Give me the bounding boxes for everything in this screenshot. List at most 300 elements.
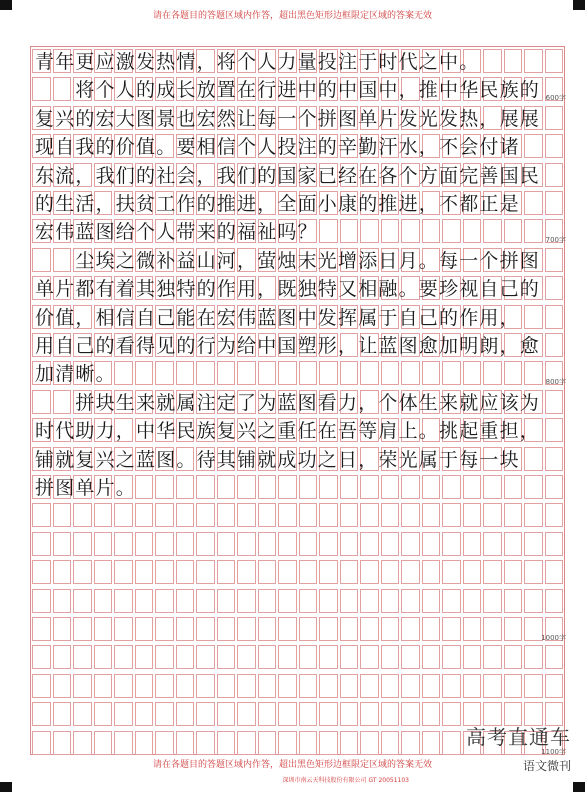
grid-cell <box>545 134 564 158</box>
grid-cell <box>545 589 564 613</box>
essay-line: 单片都有着其独特的作用，既独特又相融。要珍视自己的 <box>35 278 541 301</box>
grid-cell <box>278 645 297 669</box>
grid-cell <box>53 532 72 556</box>
grid-cell <box>94 674 113 698</box>
grid-cell <box>381 560 400 584</box>
grid-cell <box>217 503 236 527</box>
grid-cell <box>258 674 277 698</box>
grid-cell <box>463 617 482 641</box>
grid-cell <box>53 702 72 726</box>
grid-cell <box>504 49 523 73</box>
essay-line: 将个人的成长放置在行进中的中国中，推中华民族的 <box>35 79 541 102</box>
grid-cell <box>299 702 318 726</box>
grid-cell <box>504 645 523 669</box>
grid-cell <box>135 617 154 641</box>
footer-notice: 请在各题目的答题区域内作答，超出黑色矩形边框限定区域的答案无效 <box>152 760 432 770</box>
grid-cell <box>524 589 543 613</box>
grid-cell <box>360 361 379 385</box>
grid-cell <box>319 219 338 243</box>
grid-cell <box>524 560 543 584</box>
grid-cell <box>237 731 256 755</box>
grid-cell <box>381 731 400 755</box>
grid-cell <box>545 475 564 499</box>
grid-cell <box>442 702 461 726</box>
grid-cell <box>155 532 174 556</box>
essay-line: 的生活，扶贫工作的推进，全面小康的推进，不都正是 <box>35 193 520 215</box>
grid-cell <box>401 617 420 641</box>
grid-cell <box>524 645 543 669</box>
essay-line: 拼块生来就属注定了为蓝图看力，个体生来就应该为 <box>35 391 541 414</box>
grid-cell <box>217 617 236 641</box>
grid-cell <box>299 645 318 669</box>
grid-cell <box>319 560 338 584</box>
grid-cell <box>94 589 113 613</box>
grid-row <box>31 672 564 700</box>
grid-cell <box>401 674 420 698</box>
grid-cell <box>381 702 400 726</box>
essay-line: 时代助力，中华民族复兴之重任在吾等肩上。挑起重担， <box>35 420 541 443</box>
grid-cell <box>504 532 523 556</box>
grid-row <box>31 643 564 671</box>
grid-cell <box>258 731 277 755</box>
grid-cell <box>176 361 195 385</box>
grid-cell <box>278 617 297 641</box>
grid-cell <box>114 731 133 755</box>
grid-cell <box>360 702 379 726</box>
grid-cell <box>217 475 236 499</box>
grid-cell <box>545 248 564 272</box>
grid-cell <box>401 361 420 385</box>
grid-row <box>31 530 564 558</box>
registration-mark-bottom-left <box>0 782 12 792</box>
grid-cell <box>135 731 154 755</box>
grid-row <box>31 558 564 586</box>
grid-row <box>31 359 564 387</box>
grid-cell <box>463 560 482 584</box>
grid-cell <box>135 589 154 613</box>
essay-line: 尘埃之微补益山河，萤烛末光增添日月。每一个拼图 <box>35 249 541 272</box>
grid-row <box>31 445 564 473</box>
grid-cell <box>504 503 523 527</box>
grid-cell <box>135 532 154 556</box>
grid-cell <box>32 645 51 669</box>
grid-cell <box>94 532 113 556</box>
grid-cell <box>299 361 318 385</box>
grid-cell <box>319 702 338 726</box>
grid-cell <box>545 645 564 669</box>
grid-cell <box>442 617 461 641</box>
grid-cell <box>114 589 133 613</box>
grid-cell <box>258 503 277 527</box>
grid-cell <box>401 589 420 613</box>
grid-cell <box>196 617 215 641</box>
grid-cell <box>545 674 564 698</box>
grid-cell <box>217 560 236 584</box>
grid-cell <box>196 475 215 499</box>
grid-cell <box>237 617 256 641</box>
grid-cell <box>258 532 277 556</box>
grid-cell <box>360 503 379 527</box>
grid-cell <box>463 589 482 613</box>
registration-mark-bottom-right <box>573 782 585 792</box>
grid-cell <box>114 674 133 698</box>
grid-cell <box>258 645 277 669</box>
grid-cell <box>463 503 482 527</box>
grid-cell <box>524 503 543 527</box>
grid-cell <box>94 702 113 726</box>
grid-cell <box>176 560 195 584</box>
essay-line: 铺就复兴之蓝图。待其铺就成功之日，荣光属于每一块 <box>35 448 520 471</box>
grid-row <box>31 104 564 132</box>
grid-cell <box>422 702 441 726</box>
grid-cell <box>422 503 441 527</box>
grid-cell <box>196 645 215 669</box>
grid-cell <box>545 163 564 187</box>
grid-cell <box>155 589 174 613</box>
essay-line: 青年更应激发热情，将个人力量投注于时代之中。 <box>35 51 480 73</box>
grid-cell <box>73 702 92 726</box>
grid-cell <box>299 560 318 584</box>
grid-cell <box>258 560 277 584</box>
grid-cell <box>483 475 502 499</box>
grid-cell <box>114 361 133 385</box>
grid-cell <box>217 731 236 755</box>
grid-cell <box>422 674 441 698</box>
grid-cell <box>319 674 338 698</box>
grid-cell <box>483 532 502 556</box>
grid-cell <box>299 617 318 641</box>
grid-cell <box>360 674 379 698</box>
grid-cell <box>176 503 195 527</box>
header-notice: 请在各题目的答题区域内作答，超出黑色矩形边框限定区域的答案无效 <box>152 11 432 21</box>
grid-cell <box>278 589 297 613</box>
grid-cell <box>483 674 502 698</box>
grid-cell <box>135 503 154 527</box>
grid-cell <box>422 560 441 584</box>
grid-cell <box>442 674 461 698</box>
grid-cell <box>299 503 318 527</box>
grid-cell <box>278 475 297 499</box>
grid-cell <box>135 645 154 669</box>
grid-cell <box>237 503 256 527</box>
grid-cell <box>319 532 338 556</box>
grid-cell <box>524 219 543 243</box>
grid-cell <box>463 219 482 243</box>
grid-cell <box>422 532 441 556</box>
grid-cell <box>196 560 215 584</box>
grid-cell <box>299 674 318 698</box>
footer-code: 深圳市南云天科技股份有限公司 GT 20051103 <box>282 777 409 784</box>
grid-cell <box>155 731 174 755</box>
grid-cell <box>381 503 400 527</box>
grid-cell <box>94 617 113 641</box>
word-count-marker: 700字 <box>545 236 566 245</box>
grid-cell <box>401 645 420 669</box>
watermark-title: 高考直通车 <box>466 725 571 749</box>
grid-cell <box>135 560 154 584</box>
grid-cell <box>73 674 92 698</box>
grid-cell <box>217 674 236 698</box>
grid-cell <box>442 503 461 527</box>
grid-cell <box>401 219 420 243</box>
grid-cell <box>278 731 297 755</box>
grid-cell <box>155 475 174 499</box>
grid-cell <box>114 532 133 556</box>
grid-cell <box>319 503 338 527</box>
grid-cell <box>360 532 379 556</box>
grid-row <box>31 132 564 160</box>
grid-cell <box>114 645 133 669</box>
grid-cell <box>237 475 256 499</box>
grid-cell <box>360 645 379 669</box>
grid-cell <box>340 702 359 726</box>
grid-cell <box>114 560 133 584</box>
grid-cell <box>340 674 359 698</box>
grid-cell <box>524 674 543 698</box>
grid-cell <box>32 702 51 726</box>
grid-cell <box>155 702 174 726</box>
grid-cell <box>94 560 113 584</box>
grid-cell <box>196 589 215 613</box>
grid-cell <box>360 589 379 613</box>
grid-cell <box>176 617 195 641</box>
grid-cell <box>360 617 379 641</box>
grid-cell <box>401 560 420 584</box>
grid-cell <box>176 475 195 499</box>
grid-cell <box>237 532 256 556</box>
grid-cell <box>504 674 523 698</box>
grid-cell <box>463 645 482 669</box>
grid-cell <box>217 589 236 613</box>
grid-cell <box>299 475 318 499</box>
grid-cell <box>422 219 441 243</box>
grid-cell <box>319 589 338 613</box>
grid-cell <box>196 674 215 698</box>
grid-cell <box>114 617 133 641</box>
essay-line: 价值，相信自己能在宏伟蓝图中发挥属于自己的作用， <box>35 306 520 329</box>
grid-cell <box>401 532 420 556</box>
grid-cell <box>340 617 359 641</box>
essay-line: 宏伟蓝图给个人带来的福祉吗？ <box>35 221 318 244</box>
grid-cell <box>504 560 523 584</box>
grid-cell <box>237 560 256 584</box>
grid-cell <box>340 361 359 385</box>
grid-row <box>31 47 564 75</box>
grid-cell <box>483 560 502 584</box>
grid-cell <box>319 731 338 755</box>
grid-cell <box>155 674 174 698</box>
grid-cell <box>258 589 277 613</box>
grid-cell <box>422 645 441 669</box>
word-count-marker: 600字 <box>545 94 566 103</box>
grid-cell <box>545 532 564 556</box>
grid-cell <box>258 617 277 641</box>
grid-cell <box>483 361 502 385</box>
grid-cell <box>176 589 195 613</box>
grid-cell <box>237 361 256 385</box>
essay-line: 加清晰。 <box>35 363 116 386</box>
grid-cell <box>401 731 420 755</box>
grid-cell <box>504 475 523 499</box>
grid-cell <box>442 731 461 755</box>
grid-cell <box>32 617 51 641</box>
word-count-marker: 1100字 <box>541 747 566 756</box>
grid-cell <box>381 532 400 556</box>
grid-cell <box>53 674 72 698</box>
grid-cell <box>155 645 174 669</box>
grid-cell <box>524 617 543 641</box>
grid-cell <box>196 731 215 755</box>
grid-cell <box>422 589 441 613</box>
grid-row <box>31 615 564 643</box>
grid-row <box>31 587 564 615</box>
grid-cell <box>319 645 338 669</box>
grid-cell <box>422 361 441 385</box>
grid-cell <box>422 731 441 755</box>
grid-cell <box>176 674 195 698</box>
grid-cell <box>94 731 113 755</box>
grid-cell <box>545 305 564 329</box>
essay-line: 东流，我们的社会，我们的国家已经在各个方面完善国民 <box>35 164 541 187</box>
grid-cell <box>545 390 564 414</box>
grid-row <box>31 388 564 416</box>
grid-cell <box>32 589 51 613</box>
grid-cell <box>442 589 461 613</box>
essay-line: 现自我的价值。要相信个人投注的辛勤汗水，不会付诸 <box>35 136 520 159</box>
grid-cell <box>524 134 543 158</box>
grid-cell <box>483 503 502 527</box>
grid-cell <box>278 560 297 584</box>
grid-cell <box>483 617 502 641</box>
grid-cell <box>524 49 543 73</box>
grid-cell <box>483 49 502 73</box>
grid-cell <box>53 503 72 527</box>
grid-cell <box>237 674 256 698</box>
grid-cell <box>258 475 277 499</box>
essay-line: 复兴的宏大图景也宏然让每一个拼图单片发光发热，展展 <box>35 107 541 130</box>
grid-cell <box>340 645 359 669</box>
grid-cell <box>196 361 215 385</box>
grid-cell <box>381 589 400 613</box>
grid-cell <box>299 589 318 613</box>
grid-cell <box>524 447 543 471</box>
grid-row <box>31 75 564 103</box>
grid-cell <box>524 532 543 556</box>
grid-cell <box>360 475 379 499</box>
grid-cell <box>340 532 359 556</box>
grid-cell <box>237 589 256 613</box>
grid-cell <box>340 731 359 755</box>
grid-cell <box>73 560 92 584</box>
grid-cell <box>442 560 461 584</box>
grid-cell <box>463 532 482 556</box>
grid-cell <box>114 702 133 726</box>
grid-row <box>31 274 564 302</box>
grid-cell <box>155 361 174 385</box>
grid-cell <box>381 361 400 385</box>
grid-cell <box>73 731 92 755</box>
grid-cell <box>176 731 195 755</box>
grid-cell <box>381 645 400 669</box>
grid-cell <box>401 702 420 726</box>
grid-cell <box>32 532 51 556</box>
grid-cell <box>278 532 297 556</box>
essay-line: 拼图单片。 <box>35 477 137 499</box>
grid-cell <box>319 361 338 385</box>
grid-cell <box>340 219 359 243</box>
grid-cell <box>217 532 236 556</box>
grid-cell <box>381 219 400 243</box>
grid-cell <box>73 532 92 556</box>
grid-cell <box>217 702 236 726</box>
grid-cell <box>504 617 523 641</box>
grid-cell <box>53 645 72 669</box>
grid-cell <box>483 589 502 613</box>
grid-cell <box>524 191 543 215</box>
grid-cell <box>94 503 113 527</box>
word-count-marker: 1000字 <box>541 634 566 642</box>
grid-row <box>31 161 564 189</box>
grid-cell <box>545 447 564 471</box>
grid-cell <box>504 589 523 613</box>
grid-cell <box>196 503 215 527</box>
grid-cell <box>176 532 195 556</box>
grid-cell <box>135 475 154 499</box>
grid-cell <box>381 617 400 641</box>
grid-cell <box>360 731 379 755</box>
grid-cell <box>53 589 72 613</box>
grid-cell <box>504 361 523 385</box>
grid-cell <box>135 361 154 385</box>
grid-cell <box>340 560 359 584</box>
grid-cell <box>442 475 461 499</box>
grid-cell <box>545 276 564 300</box>
grid-cell <box>504 219 523 243</box>
grid-cell <box>176 702 195 726</box>
grid-cell <box>360 219 379 243</box>
grid-cell <box>483 645 502 669</box>
grid-cell <box>545 333 564 357</box>
grid-cell <box>32 560 51 584</box>
grid-cell <box>278 674 297 698</box>
grid-cell <box>340 589 359 613</box>
grid-cell <box>73 503 92 527</box>
grid-cell <box>53 617 72 641</box>
grid-cell <box>94 645 113 669</box>
grid-cell <box>155 617 174 641</box>
grid-cell <box>545 503 564 527</box>
grid-cell <box>319 475 338 499</box>
grid-cell <box>73 645 92 669</box>
grid-cell <box>545 191 564 215</box>
grid-cell <box>53 560 72 584</box>
grid-cell <box>299 731 318 755</box>
grid-cell <box>258 702 277 726</box>
grid-cell <box>401 475 420 499</box>
grid-row <box>31 416 564 444</box>
grid-row <box>31 473 564 501</box>
grid-cell <box>422 617 441 641</box>
grid-cell <box>340 503 359 527</box>
grid-cell <box>545 418 564 442</box>
grid-cell <box>340 475 359 499</box>
grid-cell <box>53 731 72 755</box>
grid-cell <box>524 305 543 329</box>
grid-cell <box>360 560 379 584</box>
grid-cell <box>32 503 51 527</box>
grid-cell <box>545 106 564 130</box>
grid-cell <box>483 219 502 243</box>
